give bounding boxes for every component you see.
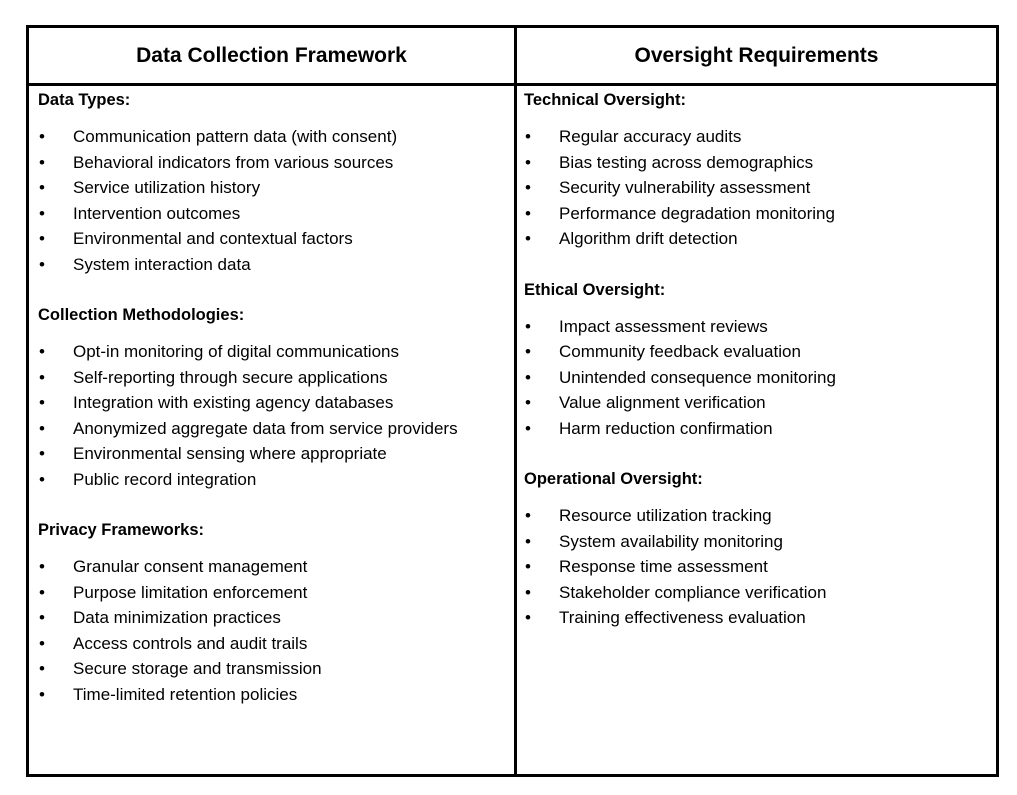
bullet-icon: •: [39, 178, 45, 197]
list-item: [38, 252, 508, 278]
list-item: [38, 124, 508, 150]
list-item: [524, 365, 989, 391]
bullet-icon: •: [39, 203, 45, 223]
section-operational-oversight: [524, 469, 989, 631]
bullet-icon: •: [39, 152, 45, 172]
list-item-text: Bias testing across demographics: [559, 152, 814, 172]
list-item: [524, 150, 989, 176]
list-item-text: Resource utilization tracking: [559, 506, 772, 525]
list-item: [524, 390, 989, 416]
bullet-icon: •: [39, 659, 45, 678]
bullet-list: [38, 124, 508, 277]
list-item-text: Environmental and contextual factors: [73, 229, 353, 248]
section-technical-oversight: [524, 90, 989, 252]
list-item: [524, 201, 989, 227]
list-item: [38, 631, 508, 657]
list-item-text: Integration with existing agency databases: [73, 393, 394, 412]
section-title: Ethical Oversight:: [524, 280, 666, 299]
list-item-text: Self-reporting through secure applications: [73, 367, 388, 387]
list-item: [524, 175, 989, 201]
bullet-icon: •: [39, 608, 45, 627]
bullet-icon: •: [525, 418, 531, 438]
bullet-list: [524, 503, 989, 631]
list-item-text: Value alignment verification: [559, 393, 766, 412]
section-title: Data Types:: [38, 91, 131, 109]
list-item: [524, 580, 989, 606]
list-item-text: Intervention outcomes: [73, 203, 241, 223]
bullet-icon: •: [39, 229, 45, 248]
bullet-icon: •: [39, 367, 45, 387]
list-item-text: System availability monitoring: [559, 531, 783, 551]
list-item-text: Unintended consequence monitoring: [559, 367, 836, 387]
list-item: [38, 150, 508, 176]
bullet-icon: •: [525, 316, 531, 336]
bullet-icon: •: [525, 531, 531, 551]
list-item-text: Service utilization history: [73, 178, 261, 197]
list-item-text: Response time assessment: [559, 557, 768, 576]
bullet-icon: •: [39, 254, 45, 274]
list-item-text: Harm reduction confirmation: [559, 418, 773, 438]
bullet-list: [524, 314, 989, 442]
list-item: [38, 605, 508, 631]
bullet-icon: •: [525, 393, 531, 412]
bullet-icon: •: [525, 152, 531, 172]
list-item: [38, 682, 508, 708]
column-header-oversight: Oversight Requirements: [634, 43, 879, 67]
data-collection-column: [38, 86, 508, 707]
section-ethical-oversight: [524, 280, 989, 442]
list-item: [38, 339, 508, 365]
section-title: Privacy Frameworks:: [38, 521, 205, 539]
list-item: [38, 467, 508, 493]
bullet-icon: •: [39, 582, 45, 602]
list-item-text: Granular consent management: [73, 557, 308, 576]
list-item: [38, 580, 508, 606]
bullet-icon: •: [39, 342, 45, 361]
bullet-icon: •: [525, 342, 531, 361]
list-item-text: Data minimization practices: [73, 608, 281, 627]
list-item-text: Behavioral indicators from various sources: [73, 152, 394, 172]
list-item: [38, 416, 508, 442]
framework-table: [26, 25, 999, 777]
bullet-list: [38, 554, 508, 707]
bullet-icon: •: [39, 127, 45, 146]
bullet-icon: •: [525, 178, 531, 197]
list-item-text: Impact assessment reviews: [559, 316, 768, 336]
column-header-data-collection: Data Collection Framework: [136, 43, 407, 67]
list-item: [524, 124, 989, 150]
list-item: [524, 503, 989, 529]
list-item-text: Opt-in monitoring of digital communications: [73, 342, 399, 361]
list-item-text: Stakeholder compliance verification: [559, 582, 827, 602]
list-item-text: Public record integration: [73, 469, 257, 489]
bullet-icon: •: [525, 506, 531, 525]
list-item: [524, 416, 989, 442]
list-item: [38, 365, 508, 391]
list-item: [38, 226, 508, 252]
list-item: [524, 605, 989, 631]
bullet-icon: •: [525, 203, 531, 223]
list-item: [524, 226, 989, 252]
list-item-text: Anonymized aggregate data from service providers: [73, 418, 458, 438]
bullet-icon: •: [39, 418, 45, 438]
list-item-text: Community feedback evaluation: [559, 342, 801, 361]
bullet-icon: •: [525, 127, 531, 146]
section-collection-methodologies: [38, 305, 508, 492]
list-item-text: Secure storage and transmission: [73, 659, 322, 678]
bullet-icon: •: [39, 444, 45, 463]
list-item: [38, 554, 508, 580]
column-divider: [514, 28, 517, 774]
list-item-text: Purpose limitation enforcement: [73, 582, 308, 602]
bullet-list: [38, 339, 508, 492]
bullet-icon: •: [525, 557, 531, 576]
oversight-column: [524, 86, 989, 631]
list-item: [38, 390, 508, 416]
list-item: [524, 529, 989, 555]
list-item-text: Training effectiveness evaluation: [559, 608, 806, 627]
list-item-text: Time-limited retention policies: [73, 684, 298, 704]
bullet-icon: •: [525, 582, 531, 602]
bullet-icon: •: [39, 633, 45, 653]
list-item-text: Access controls and audit trails: [73, 633, 308, 653]
section-title: Collection Methodologies:: [38, 306, 245, 324]
bullet-icon: •: [39, 469, 45, 489]
list-item-text: Security vulnerability assessment: [559, 178, 811, 197]
list-item: [38, 441, 508, 467]
list-item: [524, 339, 989, 365]
list-item: [524, 554, 989, 580]
bullet-list: [524, 124, 989, 252]
list-item: [524, 314, 989, 340]
list-item: [38, 201, 508, 227]
section-title: Technical Oversight:: [524, 91, 686, 109]
list-item-text: Performance degradation monitoring: [559, 203, 835, 223]
section-title: Operational Oversight:: [524, 470, 703, 488]
list-item-text: Communication pattern data (with consent): [73, 127, 398, 146]
bullet-icon: •: [525, 367, 531, 387]
section-privacy-frameworks: [38, 520, 508, 707]
bullet-icon: •: [39, 684, 45, 704]
bullet-icon: •: [525, 608, 531, 627]
list-item: [38, 656, 508, 682]
list-item: [38, 175, 508, 201]
bullet-icon: •: [39, 557, 45, 576]
bullet-icon: •: [39, 393, 45, 412]
list-item-text: System interaction data: [73, 254, 251, 274]
section-data-types: [38, 90, 508, 277]
list-item-text: Algorithm drift detection: [559, 229, 738, 248]
list-item-text: Regular accuracy audits: [559, 127, 742, 146]
list-item-text: Environmental sensing where appropriate: [73, 444, 387, 463]
bullet-icon: •: [525, 229, 531, 248]
